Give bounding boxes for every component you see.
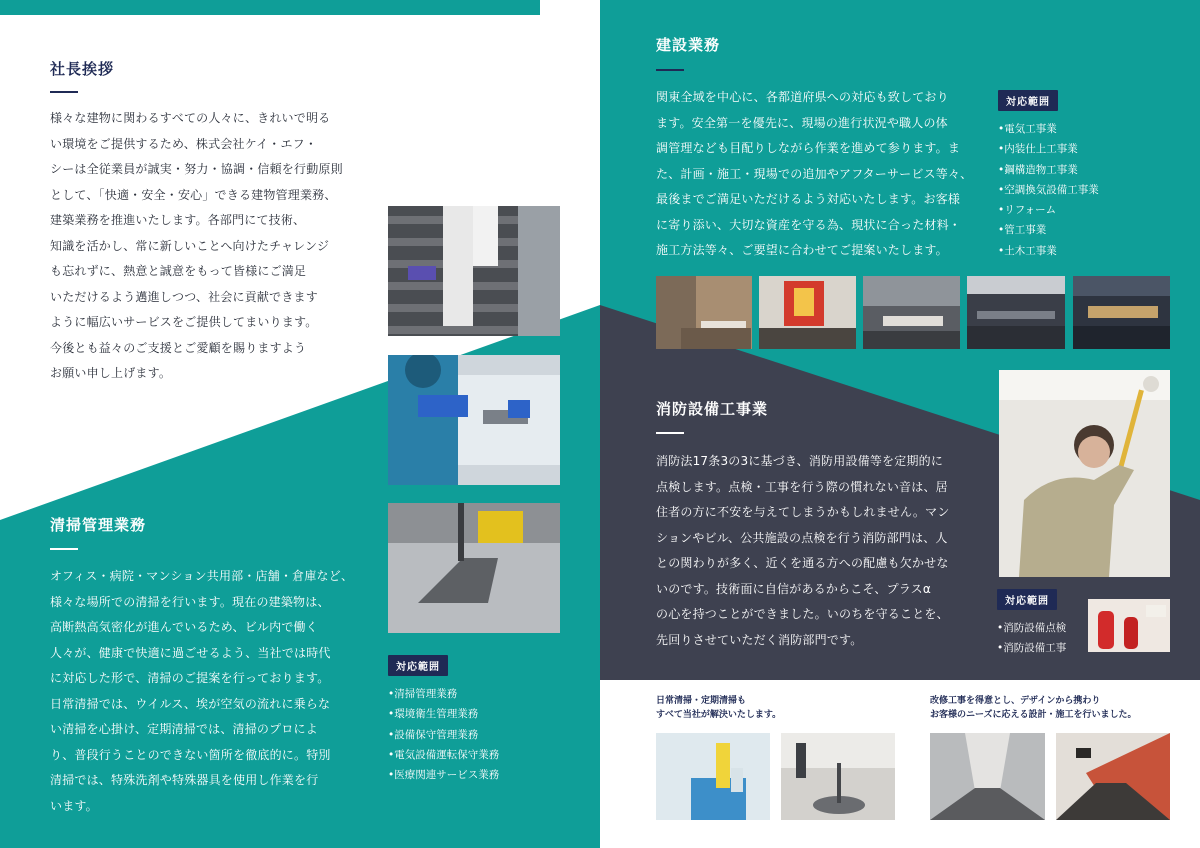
fire-body-line: いのです。技術面に自信があるからこそ、プラスα	[656, 581, 931, 596]
greeting-body	[50, 106, 343, 387]
photo-floor-polishing	[781, 733, 895, 820]
fire-body-line: 消防法17条3の3に基づき、消防用設備等を定期的に	[656, 454, 944, 468]
greeting-body-line: ように幅広いサービスをご提供してまいります。	[50, 315, 318, 329]
greeting-body-line: お願い申し上げます。	[50, 366, 172, 380]
photo-fire-extinguisher	[1088, 599, 1170, 652]
photo-interior-3	[863, 276, 960, 349]
photo-corridor	[930, 733, 1045, 820]
construction-title-rule	[656, 69, 684, 71]
photo-interior-2	[759, 276, 856, 349]
cleaning-body-line: り、普段行うことのできない箇所を徹底的に。特別	[50, 747, 331, 762]
construction-scope-badge: 対応範囲	[998, 90, 1058, 111]
cleaning-scope-item: •医療関連サービス業務	[388, 769, 500, 782]
photo-stair-cleaning	[388, 206, 560, 336]
cleaning-body-line: い清掃を心掛け、定期清掃では、清掃のプロによ	[50, 722, 318, 736]
cleaning-body	[50, 564, 353, 819]
cleaning-body-line: 高断熱高気密化が進んでいるため、ビル内で働く	[50, 620, 318, 634]
cleaning-title: 清掃管理業務	[50, 516, 147, 534]
cleaning-scope-item: •環境衛生管理業務	[388, 708, 479, 721]
photo-window-cleaning	[388, 355, 560, 485]
construction-body	[656, 85, 972, 264]
construction-scope-item: •内装仕上工事業	[998, 143, 1078, 156]
fire-scope-item: •消防設備工事	[997, 642, 1067, 655]
cleaning-scope-badge: 対応範囲	[388, 655, 448, 676]
construction-body-line: た、計画・施工・現場での追加やアフターサービス等々、	[656, 166, 973, 181]
cleaning-scope-item: •電気設備運転保守業務	[388, 748, 500, 761]
greeting-title-rule	[50, 91, 78, 93]
construction-scope-item: •リフォーム	[998, 204, 1057, 217]
greeting-body-line: 様々な建物に関わるすべての人々に、きれいで明る	[50, 111, 331, 125]
fire-body-line: 先回りさせていただく消防部門です。	[656, 632, 863, 647]
fire-scope-item: •消防設備点検	[997, 622, 1067, 634]
cleaning-body-line: います。	[50, 798, 98, 813]
footer-right-caption-line-1: 改修工事を得意とし、デザインから携わり	[930, 696, 1101, 706]
footer-right-caption	[930, 694, 1137, 722]
footer-right-caption-line-2: お客様のニーズに応える設計・施工を行いました。	[930, 710, 1137, 720]
construction-body-line: 施工方法等々、ご要望に合わせてご提案いたします。	[656, 243, 948, 257]
construction-title: 建設業務	[656, 36, 721, 54]
fire-title-rule	[656, 432, 684, 434]
cleaning-body-line: 様々な場所での清掃を行います。現在の建築物は、	[50, 594, 330, 609]
photo-red-corridor	[1056, 733, 1170, 820]
cleaning-scope-item: •清掃管理業務	[388, 688, 458, 700]
cleaning-body-line: に対応した形で、清掃のご提案を行っております。	[50, 671, 330, 685]
construction-body-line: 調管理なども目配りしながら作業を進めて参ります。ま	[656, 141, 961, 155]
cleaning-body-line: 人々が、健康で快適に過ごせるよう、当社では時代	[50, 645, 331, 660]
photo-carpet-cleaning	[388, 503, 560, 633]
fire-body-line: の心を持つことができました。いのちを守ることを、	[656, 607, 949, 621]
greeting-body-line: として、「快適・安全・安心」できる建物管理業務、	[50, 187, 337, 202]
greeting-body-line: シーは全従業員が誠実・努力・協調・信頼を行動原則	[50, 162, 343, 176]
photo-fire-inspection	[999, 370, 1170, 577]
construction-scope-item: •電気工事業	[998, 123, 1057, 135]
fire-title: 消防設備工事業	[656, 400, 769, 418]
greeting-body-line: い環境をご提供するため、株式会社ケイ・エフ・	[50, 136, 318, 151]
construction-scope-list	[998, 119, 1099, 261]
fire-body-line: 住者の方に不安を与えてしまうかもしれません。マン	[656, 505, 950, 519]
cleaning-scope	[388, 655, 499, 785]
construction-body-line: 最後までご満足いただけるよう対応いたします。お客様	[656, 192, 961, 206]
footer-left-caption-line-2: すべて当社が解決いたします。	[656, 710, 782, 720]
cleaning-scope-list	[388, 684, 499, 785]
greeting-title: 社長挨拶	[50, 60, 115, 78]
fire-scope-badge: 対応範囲	[997, 589, 1057, 610]
construction-body-line: 関東全域を中心に、各都道府県への対応も致しており	[656, 90, 949, 104]
greeting-body-line: いただけるよう邁進しつつ、社会に貢献できます	[50, 289, 318, 304]
construction-scope-item: •土木工事業	[998, 244, 1057, 257]
greeting-body-line: も忘れずに、熱意と誠意をもって皆様にご満足	[50, 264, 307, 278]
fire-body-line: 点検します。点検・工事を行う際の慣れない音は、居	[656, 479, 948, 494]
construction-scope-item: •管工事業	[998, 224, 1047, 237]
greeting-body-line: 知識を活かし、常に新しいことへ向けたチャレンジ	[50, 238, 330, 253]
construction-body-line: ます。安全第一を優先に、現場の進行状況や職人の体	[656, 115, 948, 130]
cleaning-scope-item: •設備保守管理業務	[388, 728, 479, 741]
cleaning-body-line: 清掃では、特殊洗剤や特殊器具を使用し作業を行	[50, 773, 319, 787]
cleaning-body-line: オフィス・病院・マンション共用部・店舗・倉庫など、	[50, 569, 354, 583]
greeting-body-line: 今後とも益々のご支援とご愛顧を賜りますよう	[50, 340, 307, 355]
fire-body-line: ションやビル、公共施設の点検を行う消防部門は、人	[656, 530, 948, 545]
construction-scope	[998, 90, 1099, 261]
fire-body	[656, 449, 950, 653]
cleaning-title-rule	[50, 548, 78, 550]
construction-scope-item: •空調換気設備工事業	[998, 183, 1099, 196]
fire-scope-list	[997, 618, 1066, 659]
cleaning-body-line: 日常清掃では、ウイルス、埃が空気の流れに乗らな	[50, 696, 331, 711]
greeting-body-line: 建築業務を推進いたします。各部門にて技術、	[50, 213, 306, 227]
fire-scope	[997, 589, 1066, 659]
construction-body-line: に寄り添い、大切な資産を守る為、現状に合った材料・	[656, 217, 962, 232]
photo-bucket-gloves	[656, 733, 770, 820]
fire-body-line: との関わりが多く、近くを通る方への配慮も欠かせな	[656, 556, 949, 570]
footer-left-caption	[656, 694, 781, 722]
photo-interior-5	[1073, 276, 1170, 349]
footer-left-caption-line-1: 日常清掃・定期清掃も	[656, 696, 747, 706]
top-left-teal-bar	[0, 0, 540, 15]
construction-scope-item: •鋼構造物工事業	[998, 163, 1078, 176]
photo-interior-1	[656, 276, 752, 349]
photo-interior-4	[967, 276, 1065, 349]
